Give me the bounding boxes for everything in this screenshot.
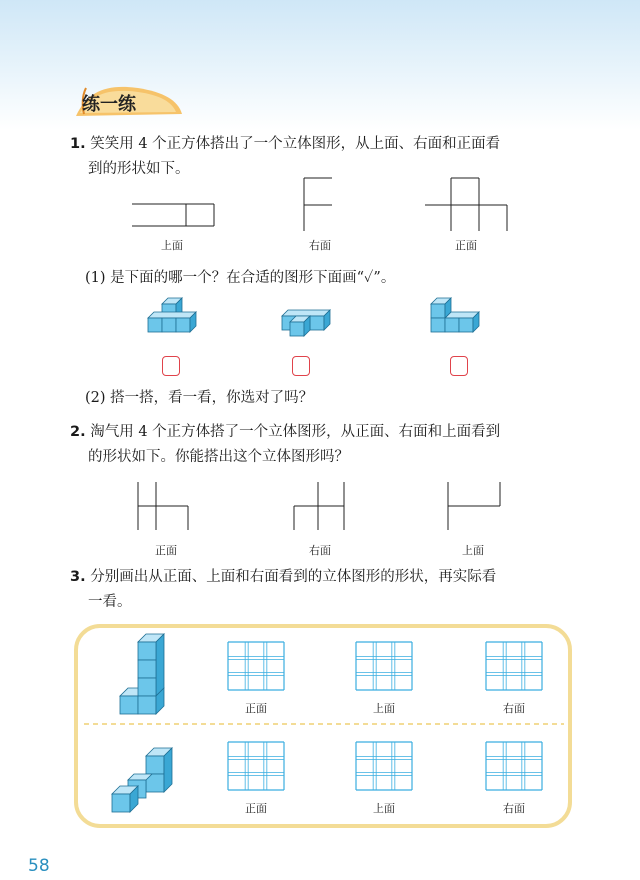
q2-view-label-right: 右面 [309,544,331,557]
q1-view-label-front: 正面 [455,239,477,252]
q2-view-top [444,480,504,535]
q1-option-a-cubes [140,302,210,347]
q1-option-c-cubes [425,298,495,343]
q1-view-label-top: 上面 [161,239,183,252]
q1-option-b-cubes [272,308,342,353]
q3-row1-label-front: 正面 [245,702,267,715]
practice-header [68,80,188,120]
q2-number: 2. [70,424,86,440]
q1-sub2: (2) 搭一搭，看一看，你选对了吗？ [85,390,314,406]
q1-option-b-checkbox[interactable] [292,356,310,376]
q3-row2-grid-top[interactable] [354,740,414,792]
q3-row1-grid-top[interactable] [354,640,414,692]
q1-option-c-checkbox[interactable] [450,356,468,376]
q2-line1: 淘气用 4 个正方体搭了一个立体图形，从正面、右面和上面看到 [90,424,501,440]
q3-row1-label-top: 上面 [373,702,395,715]
q3-row2-label-front: 正面 [245,802,267,815]
q2-view-label-top: 上面 [462,544,484,557]
q1-view-front [423,175,513,235]
q1-view-top [130,200,220,230]
q3-row2-grid-front[interactable] [226,740,286,792]
q1-line2: 到的形状如下。 [88,161,190,177]
q1-option-a-checkbox[interactable] [162,356,180,376]
q1-view-label-right: 右面 [309,239,331,252]
q3-row2-label-right: 右面 [503,802,525,815]
q3-row1-grid-right[interactable] [484,640,544,692]
page-number: 58 [28,856,50,876]
q3-text [70,565,590,615]
q3-row1-label-right: 右面 [503,702,525,715]
q1-view-right [300,175,340,235]
q3-row1-cubes [112,630,182,720]
q3-line1: 分别画出从正面、上面和右面看到的立体图形的形状，再实际看 [90,569,497,585]
q2-view-right [290,480,350,535]
q3-row2-label-top: 上面 [373,802,395,815]
q1-line1: 笑笑用 4 个正方体搭出了一个立体图形，从上面、右面和正面看 [90,136,501,152]
q1-sub1: (1) 是下面的哪一个？在合适的图形下面画“✓”。 [85,270,396,286]
header-title: 练一练 [82,94,136,115]
q2-view-label-front: 正面 [155,544,177,557]
q1-number: 1. [70,136,86,152]
q3-row2-cubes [108,748,188,818]
q3-line2: 一看。 [88,594,132,610]
q2-line2: 的形状如下。你能搭出这个立体图形吗？ [88,449,349,465]
q3-number: 3. [70,569,86,585]
q2-text [70,420,590,470]
q3-row1-grid-front[interactable] [226,640,286,692]
q3-row2-grid-right[interactable] [484,740,544,792]
q2-view-front [134,480,194,535]
